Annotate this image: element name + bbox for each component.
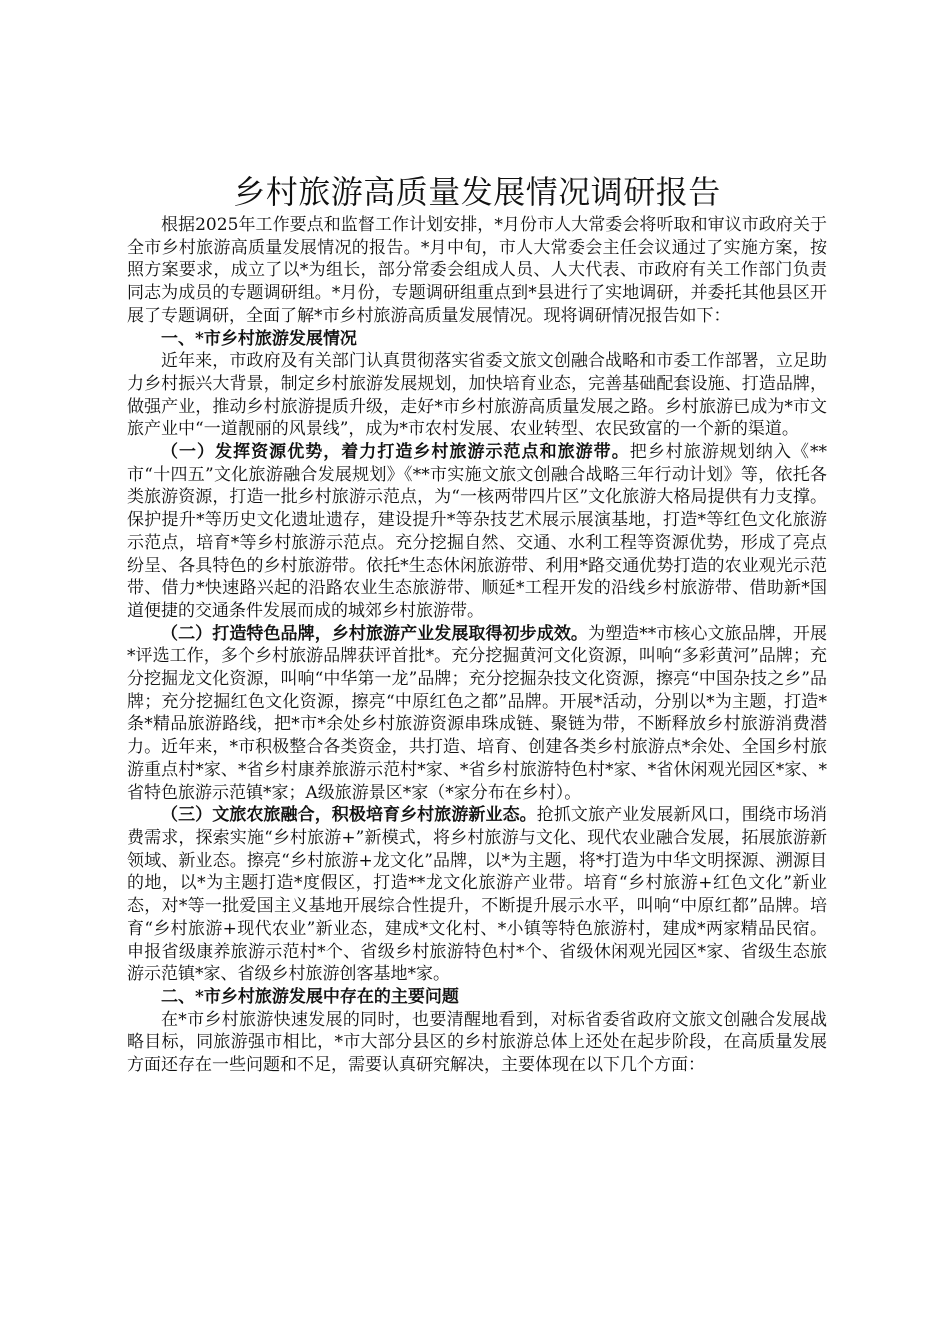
subsection-3-body: 抢抓文旅产业发展新风口，围绕市场消费需求，探索实施“乡村旅游+”新模式，将乡村旅游与文化、现代农业融合发展，拓展旅游新领域、新业态。擦亮“乡村旅游+龙文化”品牌，以*为主题，将*打造为中华文明探源、溯源目的地，以*为主题打造*度假区，打造**龙文化旅游产业带。培育“乡村旅游+红色文化”新业态，对*等一批爱国主义基地开展综合性提升，不断提升展示水平，叫响“中原红都”品牌。培育“乡村旅游+现代农业”新业态，建成*文化村、*小镇等特色旅游村，建成*两家精品民宿。申报省级康养旅游示范村*个、省级乡村旅游特色村*个、省级休闲观光园区*家、省级生态旅游示范镇*家、省级乡村旅游创客基地*家。 bbox=[127, 805, 828, 985]
section-1-heading: 一、*市乡村旅游发展情况 bbox=[161, 328, 357, 349]
section-2-paragraph: 在*市乡村旅游快速发展的同时，也要清醒地看到，对标省委省政府文旅文创融合发展战略目标，同旅游强市相比，*市大部分县区的乡村旅游总体上还处在起步阶段，在高质量发展方面还存在一些问题和不足，需要认真研究解决，主要体现在以下几个方面： bbox=[127, 1009, 827, 1076]
subsection-2-paragraph bbox=[127, 623, 827, 805]
subsection-2-lead: （二）打造特色品牌，乡村旅游产业发展取得初步成效。 bbox=[161, 623, 588, 644]
document-title: 乡村旅游高质量发展情况调研报告 bbox=[233, 173, 721, 211]
document-body bbox=[127, 172, 827, 1077]
subsection-1-lead: （一）发挥资源优势，着力打造乡村旅游示范点和旅游带。 bbox=[161, 442, 630, 463]
subsection-3-paragraph bbox=[127, 804, 827, 986]
subsection-1-body: 把乡村旅游规划纳入《**市“十四五”文化旅游融合发展规划》《**市实施文旅文创融合战略三年行动计划》等，依托各类旅游资源，打造一批乡村旅游示范点，为“一核两带四片区”文化旅游大格局提供有力支撑。保护提升*等历史文化遗址遗存，建设提升*等杂技艺术展示展演基地，打造*等红色文化旅游示范点，培育*等乡村旅游示范点。充分挖掘自然、交通、水利工程等资源优势，形成了亮点纷呈、各具特色的乡村旅游带。依托*生态休闲旅游带、利用*路交通优势打造的农业观光示范带、借力*快速路兴起的沿路农业生态旅游带、顺延*工程开发的沿线乡村旅游带、借助新*国道便捷的交通条件发展而成的城郊乡村旅游带。 bbox=[127, 442, 828, 621]
subsection-1-paragraph bbox=[127, 441, 827, 623]
section-2-heading: 二、*市乡村旅游发展中存在的主要问题 bbox=[161, 986, 459, 1007]
subsection-3-lead: （三）文旅农旅融合，积极培育乡村旅游新业态。 bbox=[161, 805, 537, 826]
subsection-2-body: 为塑造**市核心文旅品牌，开展*评选工作，多个乡村旅游品牌获评首批*。充分挖掘黄河文化资源，叫响“多彩黄河”品牌；充分挖掘龙文化资源，叫响“中华第一龙”品牌；充分挖掘杂技文化资源，擦亮“中国杂技之乡”品牌；充分挖掘红色文化资源，擦亮“中原红色之都”品牌。开展*活动，分别以*为主题，打造*条*精品旅游路线，把*市*余处乡村旅游资源串珠成链、聚链为带，不断释放乡村旅游消费潜力。近年来，*市积极整合各类资金，共打造、培育、创建各类乡村旅游点*余处、全国乡村旅游重点村*家、*省乡村康养旅游示范村*家、*省乡村旅游特色村*家、*省休闲观光园区*家、*省特色旅游示范镇*家；A级旅游景区*家（*家分布在乡村）。 bbox=[127, 623, 828, 803]
section-1-paragraph: 近年来，市政府及有关部门认真贯彻落实省委文旅文创融合战略和市委工作部署，立足助力乡村振兴大背景，制定乡村旅游发展规划，加快培育业态，完善基础配套设施、打造品牌，做强产业，推动乡村旅游提质升级，走好*市乡村旅游高质量发展之路。乡村旅游已成为*市文旅产业中“一道靓丽的风景线”，成为*市农村发展、农业转型、农民致富的一个新的渠道。 bbox=[127, 351, 827, 440]
intro-paragraph: 根据2025年工作要点和监督工作计划安排，*月份市人大常委会将听取和审议市政府关于全市乡村旅游高质量发展情况的报告。*月中旬，市人大常委会主任会议通过了实施方案，按照方案要求，成立了以*为组长，部分常委会组成人员、人大代表、市政府有关工作部门负责同志为成员的专题调研组。*月份，专题调研组重点到*县进行了实地调研，并委托其他县区开展了专题调研，全面了解*市乡村旅游高质量发展情况。现将调研情况报告如下： bbox=[127, 215, 827, 326]
